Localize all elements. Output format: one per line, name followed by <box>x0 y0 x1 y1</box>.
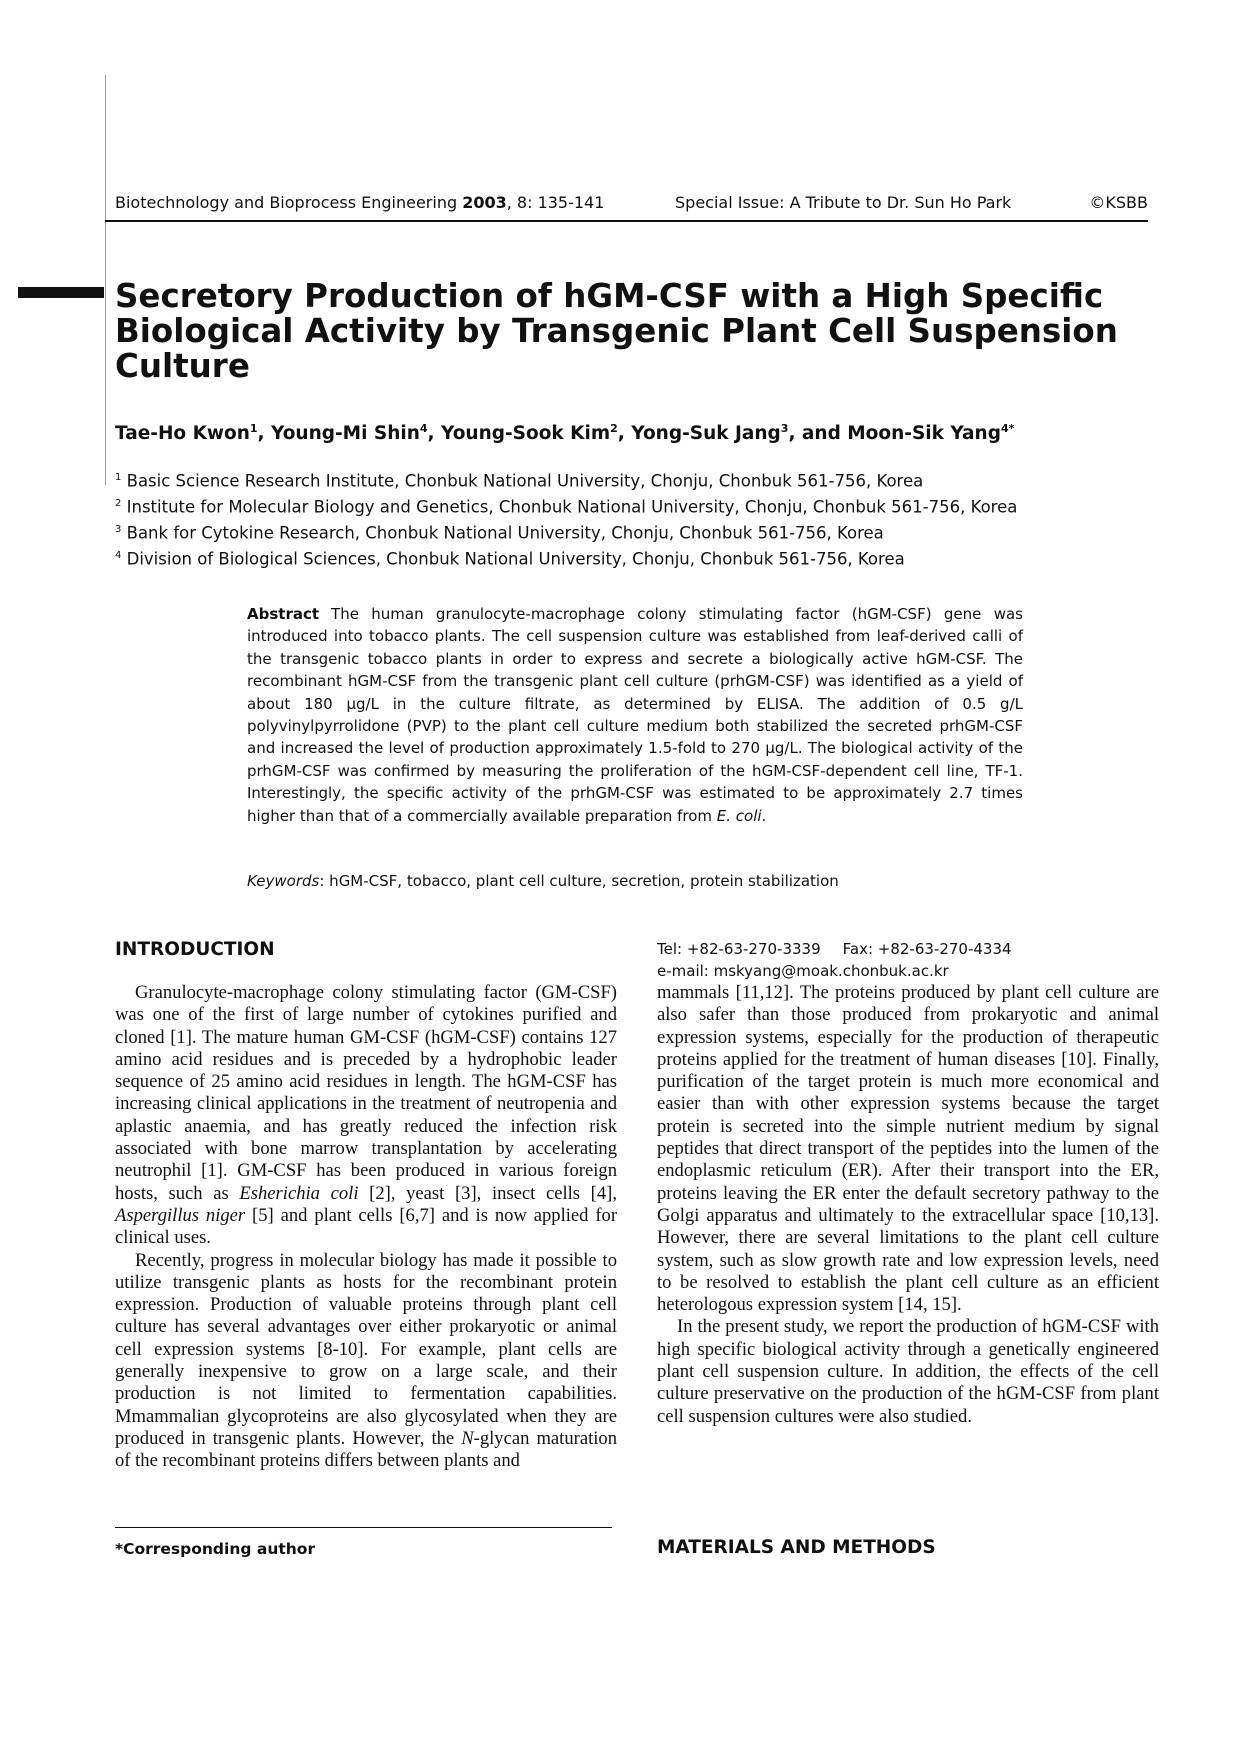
abstract-label: Abstract <box>247 605 320 623</box>
author-name: Tae-Ho Kwon <box>115 423 250 445</box>
fax: Fax: +82-63-270-4334 <box>842 940 1012 958</box>
copyright: ©KSBB <box>1089 193 1148 212</box>
keywords: Keywords: hGM-CSF, tobacco, plant cell culture, secretion, protein stabilization <box>247 872 839 890</box>
email: e-mail: mskyang@moak.chonbuk.ac.kr <box>657 962 949 980</box>
introduction-right-column <box>657 982 1159 1428</box>
affiliation: $^3$ Bank for Cytokine Research, Chonbuk National University, Chonju, Chonbuk 561-756, Korea <box>115 523 884 543</box>
paragraph: Recently, progress in molecular biology has made it possible to utilize transgenic plants as hosts for the recombinant protein expression. Production of valuable proteins through plant cell culture has several advantages over either prokaryotic or animal cell expression systems [8-10]. For example, plant cells are generally inexpensive to grow on a large scale, and their production is not limited to fermentation capabilities. Mmammalian glycoproteins are also glycosylated when they are produced in transgenic plants. However, the N-glycan maturation of the recombinant proteins differs between plants and <box>115 1249 618 1472</box>
author-name: Moon-Sik Yang <box>847 423 1001 445</box>
affiliation: $^2$ Institute for Molecular Biology and Genetics, Chonbuk National University, Chonju, Chonbuk 561-756, Korea <box>115 497 1018 517</box>
affiliation: $^1$ Basic Science Research Institute, Chonbuk National University, Chonju, Chonbuk 561-756, Korea <box>115 471 924 491</box>
paragraph: In the present study, we report the production of hGM-CSF with high specific biological activity through a genetically engineered plant cell suspension culture. In addition, the effects of the cell culture preservative on the production of the hGM-CSF from plant cell suspension cultures were also studied. <box>657 1316 1159 1427</box>
author-name: Yong-Suk Jang <box>631 423 781 445</box>
contact-info <box>657 938 1012 982</box>
section-heading-methods: MATERIALS AND METHODS <box>657 1537 936 1558</box>
paragraph: Granulocyte-macrophage colony stimulating factor (GM-CSF) was one of the first of large number of cytokines purified and cloned [1]. The mature human GM-CSF (hGM-CSF) contains 127 amino acid residues and is preceded by a hydrophobic leader sequence of 25 amino acid residues in length. The hGM-CSF has increasing clinical applications in the treatment of neutropenia and aplastic anaemia, and has greatly reduced the infection risk associated with bone marrow transplantation by accelerating neutrophil [1]. GM-CSF has been produced in various foreign hosts, such as Esherichia coli [2], yeast [3], insect cells [4], Aspergillus niger [5] and plant cells [6,7] and is now applied for clinical uses. <box>115 982 618 1249</box>
title-line: Secretory Production of hGM-CSF with a High Specific <box>115 277 1104 315</box>
author-list: Tae-Ho Kwon$^1$, Young-Mi Shin$^4$, Young-Sook Kim$^2$, Yong-Suk Jang$^3$, and Moon-Sik Yang$^{4*}$ <box>115 422 1015 445</box>
journal-citation: Biotechnology and Bioprocess Engineering 2003, 8: 135-141 <box>115 193 605 212</box>
abstract: Abstract The human granulocyte-macrophage colony stimulating factor (hGM-CSF) gene was introduced into tobacco plants. The cell suspension culture was established from leaf-derived calli of the transgenic tobacco plants in order to express and secrete a biologically active hGM-CSF. The recombinant hGM-CSF from the transgenic plant cell culture (prhGM-CSF) was identified as a yield of about 180 μg/L in the culture filtrate, as determined by ELISA. The addition of 0.5 g/L polyvinylpyrrolidone (PVP) to the plant cell culture medium both stabilized the secreted prhGM-CSF and increased the level of production approximately 1.5-fold to 270 μg/L. The biological activity of the prhGM-CSF was confirmed by measuring the proliferation of the hGM-CSF-dependent cell line, TF-1. Interestingly, the specific activity of the prhGM-CSF was estimated to be approximately 2.7 times higher than that of a commercially available preparation from E. coli. <box>247 605 1023 825</box>
corresponding-author-note: *Corresponding author <box>115 1540 316 1558</box>
margin-rule <box>105 75 106 485</box>
author-name: Young-Mi Shin <box>271 423 420 445</box>
header-rule <box>105 220 1148 222</box>
title-line: Culture <box>115 347 250 385</box>
phone: Tel: +82-63-270-3339 <box>657 940 821 958</box>
affiliation: $^4$ Division of Biological Sciences, Chonbuk National University, Chonju, Chonbuk 561-756, Korea <box>115 549 905 569</box>
abstract-text: The human granulocyte-macrophage colony stimulating factor (hGM-CSF) gene was introduced into tobacco plants. The cell suspension culture was established from leaf-derived calli of the transgenic tobacco plants in order to express and secrete a biologically active hGM-CSF. The recombinant hGM-CSF from the transgenic plant cell culture (prhGM-CSF) was identified as a yield of about 180 μg/L in the culture filtrate, as determined by ELISA. The addition of 0.5 g/L polyvinylpyrrolidone (PVP) to the plant cell culture medium both stabilized the secreted prhGM-CSF and increased the level of production approximately 1.5-fold to 270 μg/L. The biological activity of the prhGM-CSF was confirmed by measuring the proliferation of the hGM-CSF-dependent cell line, TF-1. Interestingly, the specific activity of the prhGM-CSF was estimated to be approximately 2.7 times higher than that of a commercially available preparation from <box>247 605 1023 825</box>
title-line: Biological Activity by Transgenic Plant Cell Suspension <box>115 312 1118 350</box>
affiliation-list <box>115 467 1017 571</box>
keywords-label: Keywords <box>247 872 320 890</box>
paragraph: mammals [11,12]. The proteins produced by plant cell culture are also safer than those produced from prokaryotic and animal expression systems, especially for the production of therapeutic proteins applied for the treatment of human diseases [10]. Finally, purification of the target protein is much more economical and easier than with other expression systems because the target protein is secreted into the simple nutrient medium by signal peptides that direct transport of the peptides into the lumen of the endoplasmic reticulum (ER). After their transport into the ER, proteins leaving the ER enter the default secretory pathway to the Golgi apparatus and ultimately to the extracellular space [10,13]. However, there are several limitations to the plant cell culture system, such as slow growth rate and low expression levels, need to be resolved to establish the plant cell culture as an efficient heterologous expression system [14, 15]. <box>657 982 1159 1316</box>
author-name: Young-Sook Kim <box>441 423 611 445</box>
paper-title <box>115 277 1118 385</box>
title-marker-bar <box>18 287 104 298</box>
footnote-rule <box>115 1527 612 1528</box>
special-issue: Special Issue: A Tribute to Dr. Sun Ho Park <box>675 193 1012 212</box>
section-heading-introduction: INTRODUCTION <box>115 939 275 960</box>
introduction-left-column <box>115 982 617 1473</box>
